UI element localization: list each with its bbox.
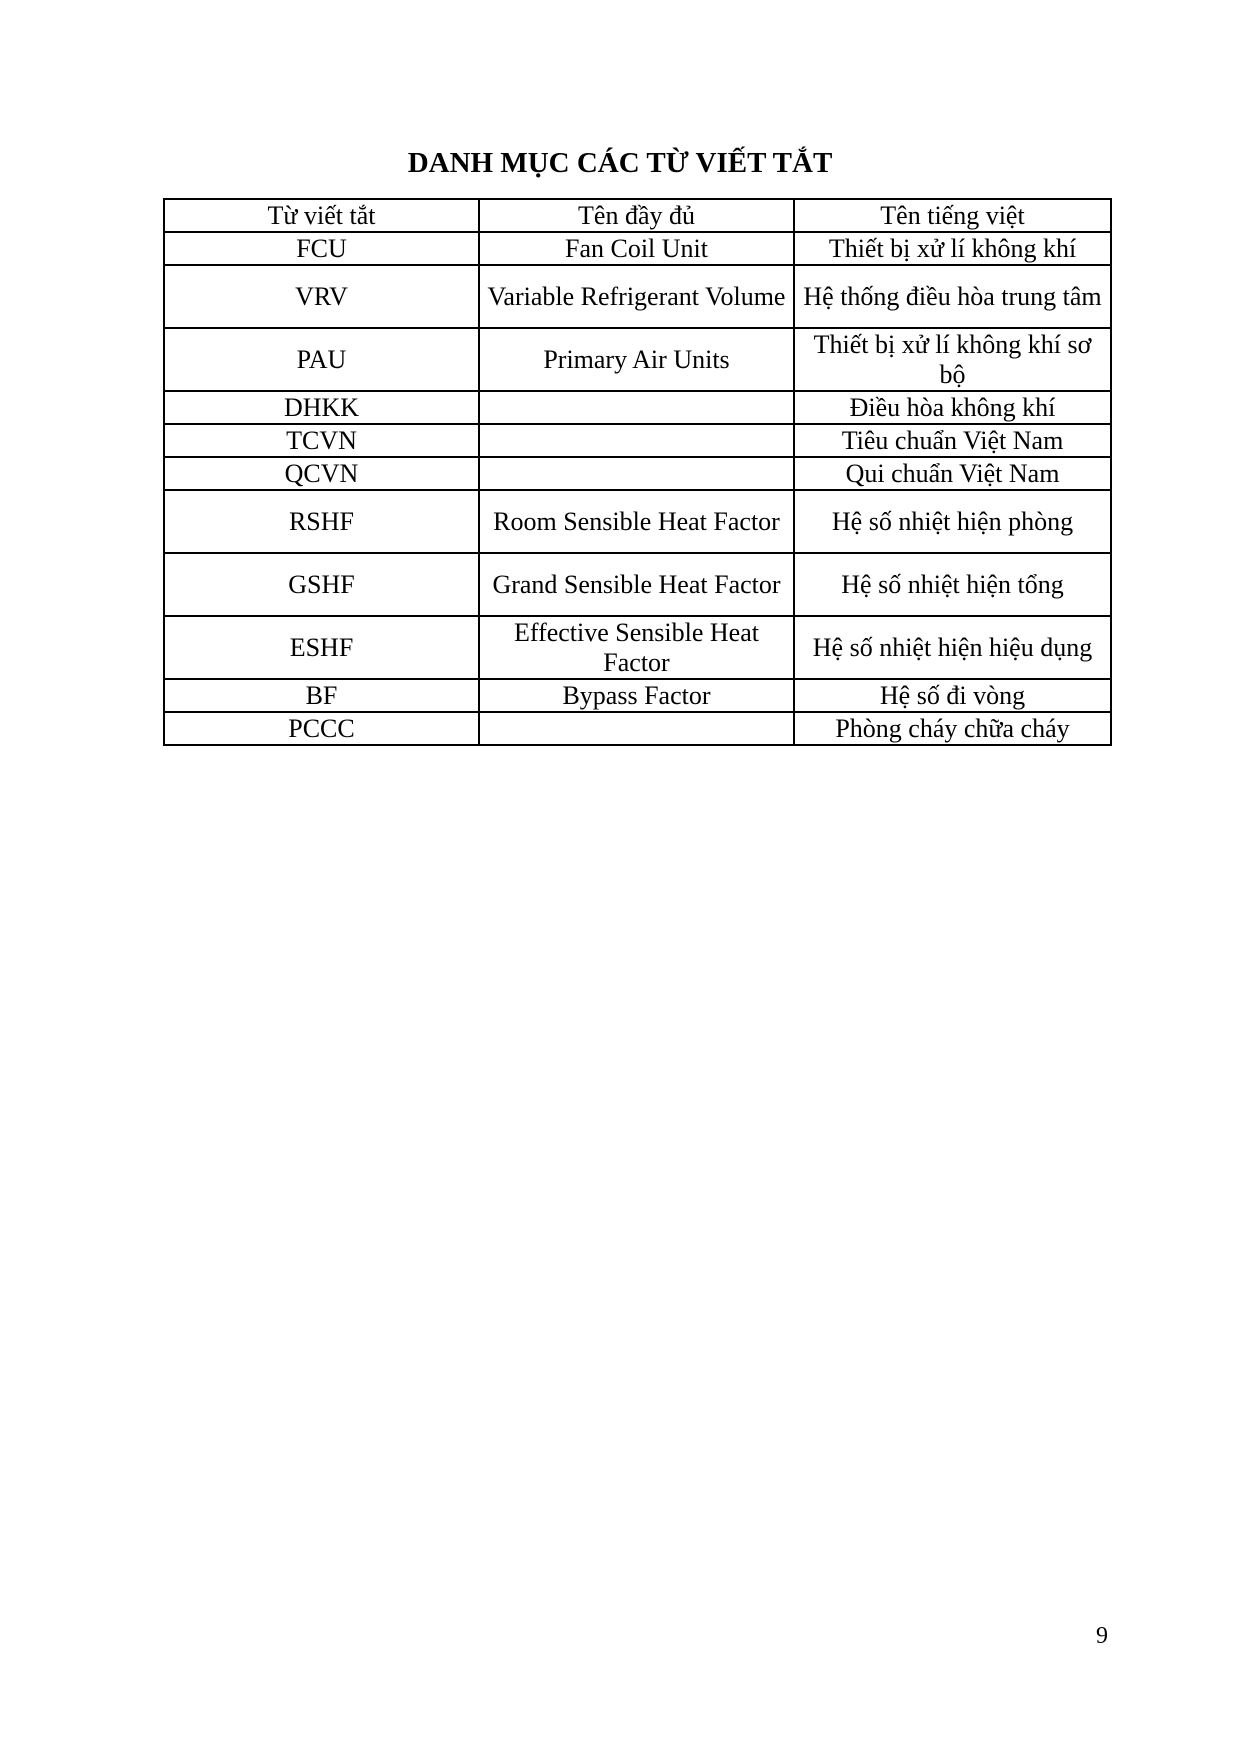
table-row (164, 490, 1111, 553)
vietnamese-name-cell: Thiết bị xử lí không khí (794, 232, 1111, 265)
table-row (164, 424, 1111, 457)
full-name-cell (479, 391, 794, 424)
full-name-cell: Grand Sensible Heat Factor (479, 553, 794, 616)
full-name-cell: Variable Refrigerant Volume (479, 265, 794, 328)
full-name-cell: Fan Coil Unit (479, 232, 794, 265)
vietnamese-name-cell: Hệ thống điều hòa trung tâm (794, 265, 1111, 328)
full-name-cell: Room Sensible Heat Factor (479, 490, 794, 553)
table-row (164, 457, 1111, 490)
full-name-cell (479, 424, 794, 457)
vietnamese-name-cell: Điều hòa không khí (794, 391, 1111, 424)
abbreviation-cell: PAU (164, 328, 479, 391)
table-row (164, 265, 1111, 328)
vietnamese-name-cell: Phòng cháy chữa cháy (794, 712, 1111, 745)
vietnamese-name-cell: Hệ số nhiệt hiện hiệu dụng (794, 616, 1111, 679)
abbreviation-cell: RSHF (164, 490, 479, 553)
abbreviation-cell: DHKK (164, 391, 479, 424)
page-title: DANH MỤC CÁC TỪ VIẾT TẮT (407, 147, 833, 179)
table-row (164, 553, 1111, 616)
table-header-row (164, 199, 1111, 232)
vietnamese-name-cell: Hệ số nhiệt hiện tổng (794, 553, 1111, 616)
vietnamese-name-cell: Hệ số đi vòng (794, 679, 1111, 712)
table-row (164, 232, 1111, 265)
vietnamese-name-cell: Tiêu chuẩn Việt Nam (794, 424, 1111, 457)
abbreviation-cell: PCCC (164, 712, 479, 745)
abbreviation-cell: TCVN (164, 424, 479, 457)
table-row (164, 391, 1111, 424)
full-name-cell: Primary Air Units (479, 328, 794, 391)
header-abbreviation: Từ viết tắt (164, 199, 479, 232)
full-name-cell (479, 712, 794, 745)
abbreviation-cell: VRV (164, 265, 479, 328)
table-row (164, 616, 1111, 679)
vietnamese-name-cell: Hệ số nhiệt hiện phòng (794, 490, 1111, 553)
vietnamese-name-cell: Qui chuẩn Việt Nam (794, 457, 1111, 490)
table-row (164, 328, 1111, 391)
full-name-cell: Bypass Factor (479, 679, 794, 712)
vietnamese-name-cell: Thiết bị xử lí không khí sơ bộ (794, 328, 1111, 391)
abbreviation-cell: BF (164, 679, 479, 712)
abbreviation-table (163, 198, 1112, 746)
header-full-name: Tên đầy đủ (479, 199, 794, 232)
table-row (164, 712, 1111, 745)
abbreviation-cell: ESHF (164, 616, 479, 679)
table-row (164, 679, 1111, 712)
abbreviation-cell: FCU (164, 232, 479, 265)
abbreviation-cell: GSHF (164, 553, 479, 616)
full-name-cell: Effective Sensible Heat Factor (479, 616, 794, 679)
header-vietnamese-name: Tên tiếng việt (794, 199, 1111, 232)
full-name-cell (479, 457, 794, 490)
abbreviation-cell: QCVN (164, 457, 479, 490)
page-number: 9 (1096, 1623, 1108, 1649)
